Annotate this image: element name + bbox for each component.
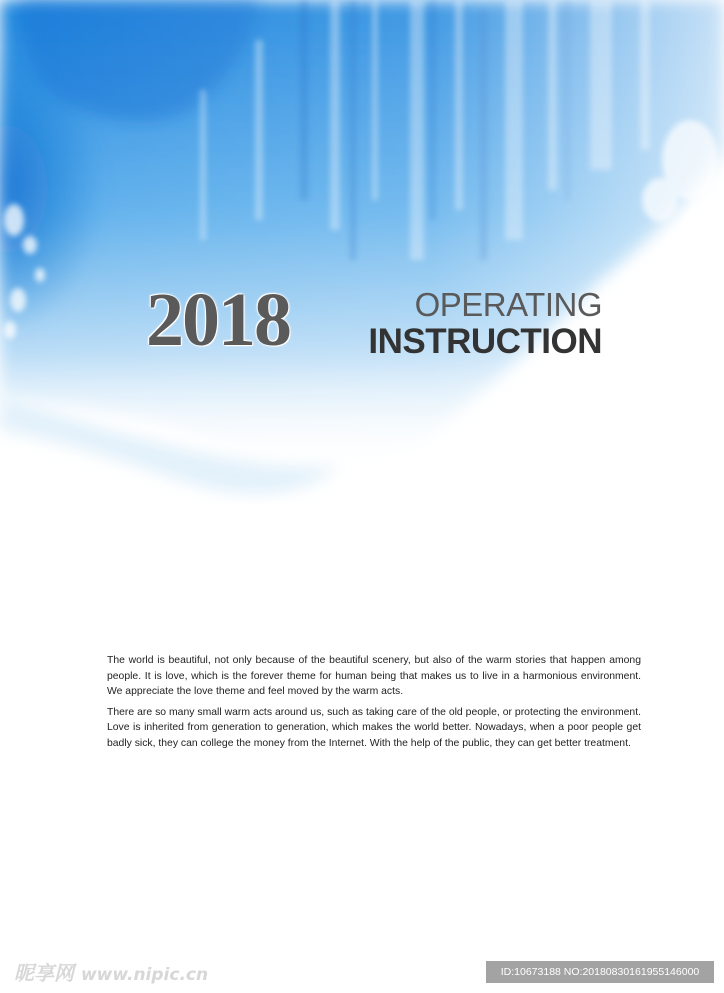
watermark-id-bar: ID:10673188 NO:20180830161955146000 [486, 961, 714, 983]
cover-year: 2018 [146, 278, 290, 362]
watermark-brand: 昵享网 [14, 961, 74, 985]
cover-title-line2: INSTRUCTION [368, 322, 602, 361]
watermark-logo [14, 958, 208, 990]
body-text [107, 653, 641, 756]
body-paragraph-2: There are so many small warm acts around us, such as taking care of the old people, or protecting the environment. Love is inherited from generation to generation, which makes the world better. Nowadays, when a poor people get badly sick, they can college the money from the Internet. With the help of the public, they can get better treatment. [107, 706, 641, 749]
watermark-url: www.nipic.cn [80, 965, 209, 985]
cover-title-line1: OPERATING [414, 286, 602, 323]
body-paragraph-1: The world is beautiful, not only because of the beautiful scenery, but also of the warm stories that happen among people. It is love, which is the forever theme for human being that makes us to live in a harmonious environment. We appreciate the love theme and feel moved by the warm acts. [107, 655, 641, 697]
